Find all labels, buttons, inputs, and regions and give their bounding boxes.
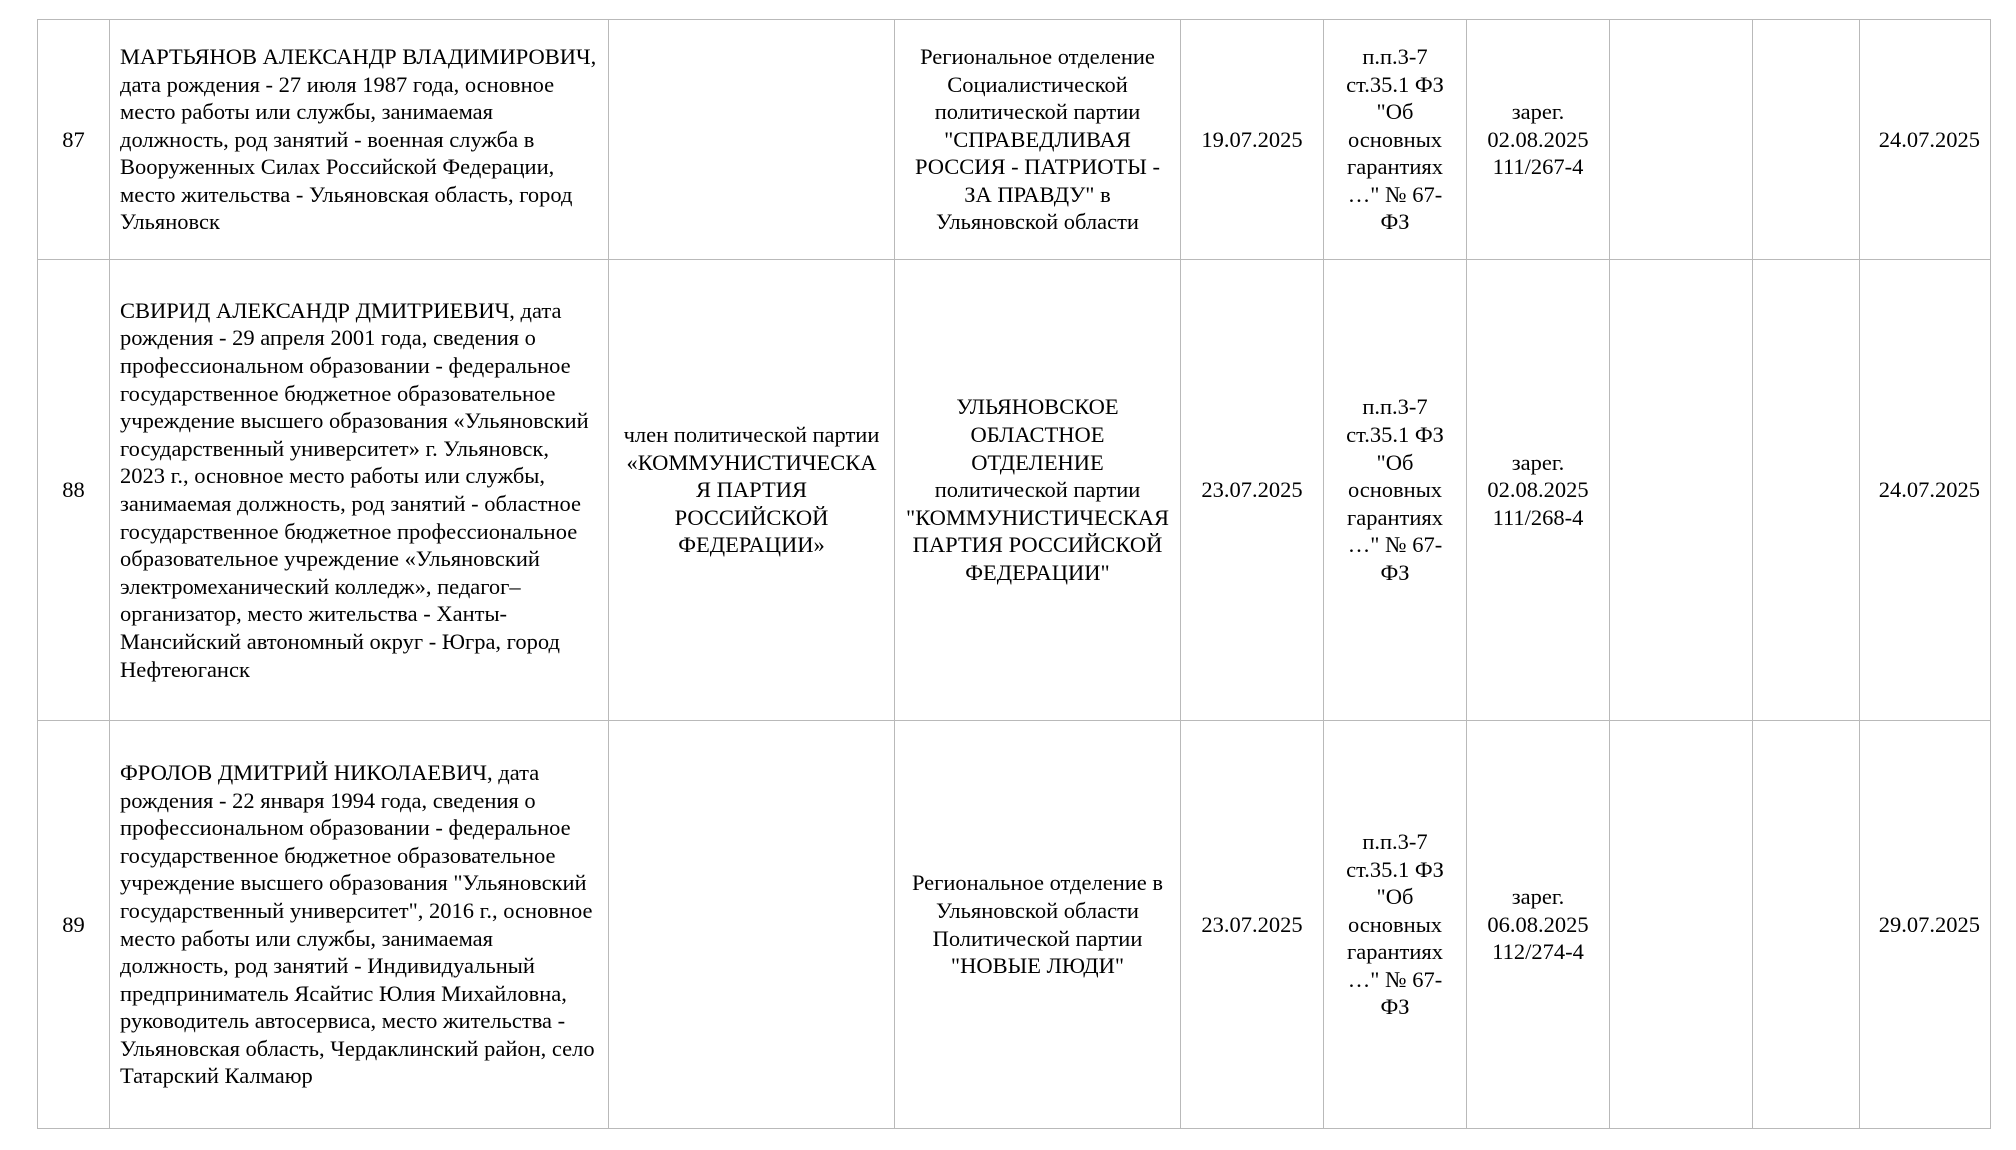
registration-decision: зарег. 06.08.2025 112/274-4 bbox=[1467, 721, 1610, 1129]
row-number: 89 bbox=[38, 721, 110, 1129]
empty-cell bbox=[1753, 260, 1860, 721]
table-row bbox=[38, 260, 1991, 721]
registration-decision: зарег. 02.08.2025 111/267-4 bbox=[1467, 20, 1610, 260]
candidates-table bbox=[37, 19, 1991, 1129]
candidate-info: МАРТЬЯНОВ АЛЕКСАНДР ВЛАДИМИРОВИЧ, дата рождения - 27 июля 1987 года, основное место работы или службы, занимаемая должность, род занятий - военная служба в Вооруженных Силах Российской Федерации, место жительства - Ульяновская область, город Ульяновск bbox=[110, 20, 609, 260]
candidate-info: ФРОЛОВ ДМИТРИЙ НИКОЛАЕВИЧ, дата рождения - 22 января 1994 года, сведения о профессиональном образовании - федеральное государственное бюджетное образовательное учреждение высшего образования "Ульяновский государственный университет", 2016 г., основное место работы или службы, занимаемая должность, род занятий - Индивидуальный предприниматель Ясайтис Юлия Михайловна, руководитель автосервиса, место жительства - Ульяновская область, Чердаклинский район, село Татарский Калмаюр bbox=[110, 721, 609, 1129]
nominating-body: Региональное отделение в Ульяновской области Политической партии "НОВЫЕ ЛЮДИ" bbox=[895, 721, 1181, 1129]
row-number: 88 bbox=[38, 260, 110, 721]
row-number: 87 bbox=[38, 20, 110, 260]
submission-date: 19.07.2025 bbox=[1181, 20, 1324, 260]
party-membership bbox=[609, 20, 895, 260]
empty-cell bbox=[1610, 721, 1753, 1129]
table-row bbox=[38, 721, 1991, 1129]
final-date: 24.07.2025 bbox=[1860, 20, 1991, 260]
submission-date: 23.07.2025 bbox=[1181, 260, 1324, 721]
table-row bbox=[38, 20, 1991, 260]
nominating-body: УЛЬЯНОВСКОЕ ОБЛАСТНОЕ ОТДЕЛЕНИЕ политической партии "КОММУНИСТИЧЕСКАЯ ПАРТИЯ РОССИЙСКОЙ ФЕДЕРАЦИИ" bbox=[895, 260, 1181, 721]
empty-cell bbox=[1753, 20, 1860, 260]
legal-basis: п.п.3-7 ст.35.1 ФЗ "Об основных гарантиях …" № 67-ФЗ bbox=[1324, 20, 1467, 260]
empty-cell bbox=[1610, 260, 1753, 721]
nominating-body: Региональное отделение Социалистической политической партии "СПРАВЕДЛИВАЯ РОССИЯ - ПАТРИОТЫ - ЗА ПРАВДУ" в Ульяновской области bbox=[895, 20, 1181, 260]
party-membership bbox=[609, 721, 895, 1129]
candidate-info: СВИРИД АЛЕКСАНДР ДМИТРИЕВИЧ, дата рождения - 29 апреля 2001 года, сведения о профессиональном образовании - федеральное государственное бюджетное образовательное учреждение высшего образования «Ульяновский государственный университет» г. Ульяновск, 2023 г., основное место работы или службы, занимаемая должность, род занятий - областное государственное бюджетное профессиональное образовательное учреждение «Ульяновский электромеханический колледж», педагог–организатор, место жительства - Ханты-Мансийский автономный округ - Югра, город Нефтеюганск bbox=[110, 260, 609, 721]
submission-date: 23.07.2025 bbox=[1181, 721, 1324, 1129]
legal-basis: п.п.3-7 ст.35.1 ФЗ "Об основных гарантиях …" № 67-ФЗ bbox=[1324, 260, 1467, 721]
empty-cell bbox=[1753, 721, 1860, 1129]
registration-decision: зарег. 02.08.2025 111/268-4 bbox=[1467, 260, 1610, 721]
party-membership: член политической партии «КОММУНИСТИЧЕСКАЯ ПАРТИЯ РОССИЙСКОЙ ФЕДЕРАЦИИ» bbox=[609, 260, 895, 721]
final-date: 29.07.2025 bbox=[1860, 721, 1991, 1129]
final-date: 24.07.2025 bbox=[1860, 260, 1991, 721]
legal-basis: п.п.3-7 ст.35.1 ФЗ "Об основных гарантиях …" № 67-ФЗ bbox=[1324, 721, 1467, 1129]
empty-cell bbox=[1610, 20, 1753, 260]
